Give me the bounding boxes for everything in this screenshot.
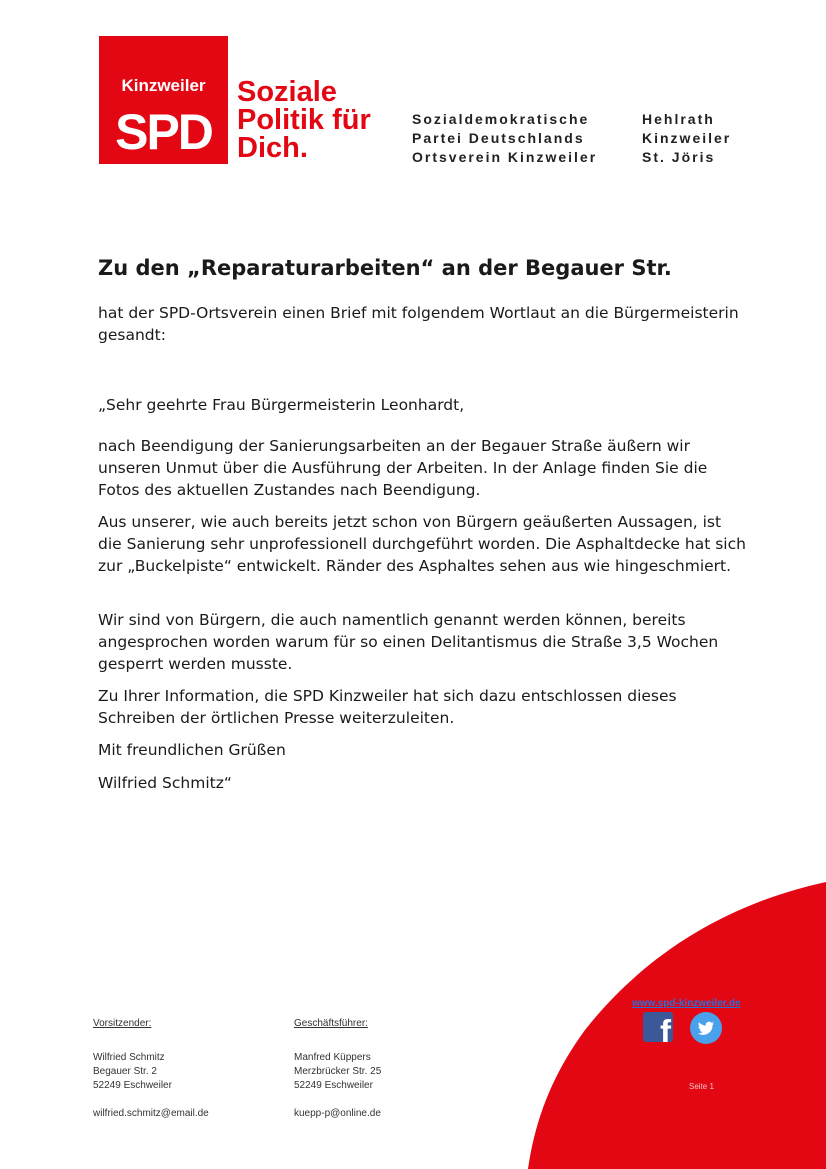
- chair-name: Wilfried Schmitz: [93, 1052, 165, 1063]
- chair-street: Begauer Str. 2: [93, 1066, 157, 1077]
- closing: Mit freundlichen Grüßen: [98, 741, 286, 759]
- letter-paragraph-3: Wir sind von Bürgern, die auch namentlich genannt werden können, bereits angesprochen worden warum für so einen Delitantismus die Straße 3,5 Wochen gesperrt werden musste.: [98, 611, 719, 673]
- manager-heading: Geschäftsführer:: [294, 1018, 368, 1029]
- letter-paragraph-2: Aus unserer, wie auch bereits jetzt schon von Bürgern geäußerten Aussagen, ist die Sanierung sehr unprofessionell durchgeführt worden. Die Asphaltdecke hat sich zur „Buckelpiste“ entwickelt. Ränder des Asphaltes sehen aus wie hingeschmiert.: [98, 513, 746, 575]
- letter-paragraph-1: nach Beendigung der Sanierungsarbeiten an der Begauer Straße äußern wir unseren Unmut über die Ausführung der Arbeiten. In der Anlage finden Sie die Fotos des aktuellen Zustandes nach Beendigung.: [98, 437, 708, 499]
- manager-street: Merzbrücker Str. 25: [294, 1066, 382, 1077]
- website-link[interactable]: www.spd-kinzweiler.de: [632, 998, 741, 1009]
- district-list: Hehlrath Kinzweiler St. Jöris: [642, 111, 732, 165]
- chair-city: 52249 Eschweiler: [93, 1080, 172, 1091]
- facebook-icon[interactable]: f: [643, 1012, 673, 1042]
- chair-heading: Vorsitzender:: [93, 1018, 152, 1029]
- party-name: Sozialdemokratische Partei Deutschlands Ortsverein Kinzweiler: [412, 111, 598, 165]
- page-number: Seite 1: [689, 1082, 714, 1091]
- spd-logo: [99, 36, 228, 164]
- manager-name: Manfred Küppers: [294, 1052, 371, 1063]
- letter-paragraph-4: Zu Ihrer Information, die SPD Kinzweiler hat sich dazu entschlossen dieses Schreiben der örtlichen Presse weiterzuleiten.: [98, 687, 677, 727]
- signature: Wilfried Schmitz“: [98, 774, 232, 792]
- slogan: Soziale Politik für Dich.: [237, 76, 371, 164]
- manager-email[interactable]: kuepp-p@online.de: [294, 1108, 381, 1119]
- chair-email[interactable]: wilfried.schmitz@email.de: [93, 1108, 209, 1119]
- footer-manager: [294, 1017, 381, 1121]
- document-title: Zu den „Reparaturarbeiten“ an der Begauer Str.: [98, 256, 672, 280]
- intro-text: hat der SPD-Ortsverein einen Brief mit folgendem Wortlaut an die Bürgermeisterin gesandt:: [98, 304, 739, 344]
- twitter-icon[interactable]: [690, 1012, 722, 1044]
- logo-local-name: Kinzweiler: [121, 76, 206, 95]
- footer-chair: [93, 1017, 209, 1121]
- salutation: „Sehr geehrte Frau Bürgermeisterin Leonhardt,: [98, 396, 465, 414]
- logo-spd: SPD: [115, 104, 212, 160]
- manager-city: 52249 Eschweiler: [294, 1080, 373, 1091]
